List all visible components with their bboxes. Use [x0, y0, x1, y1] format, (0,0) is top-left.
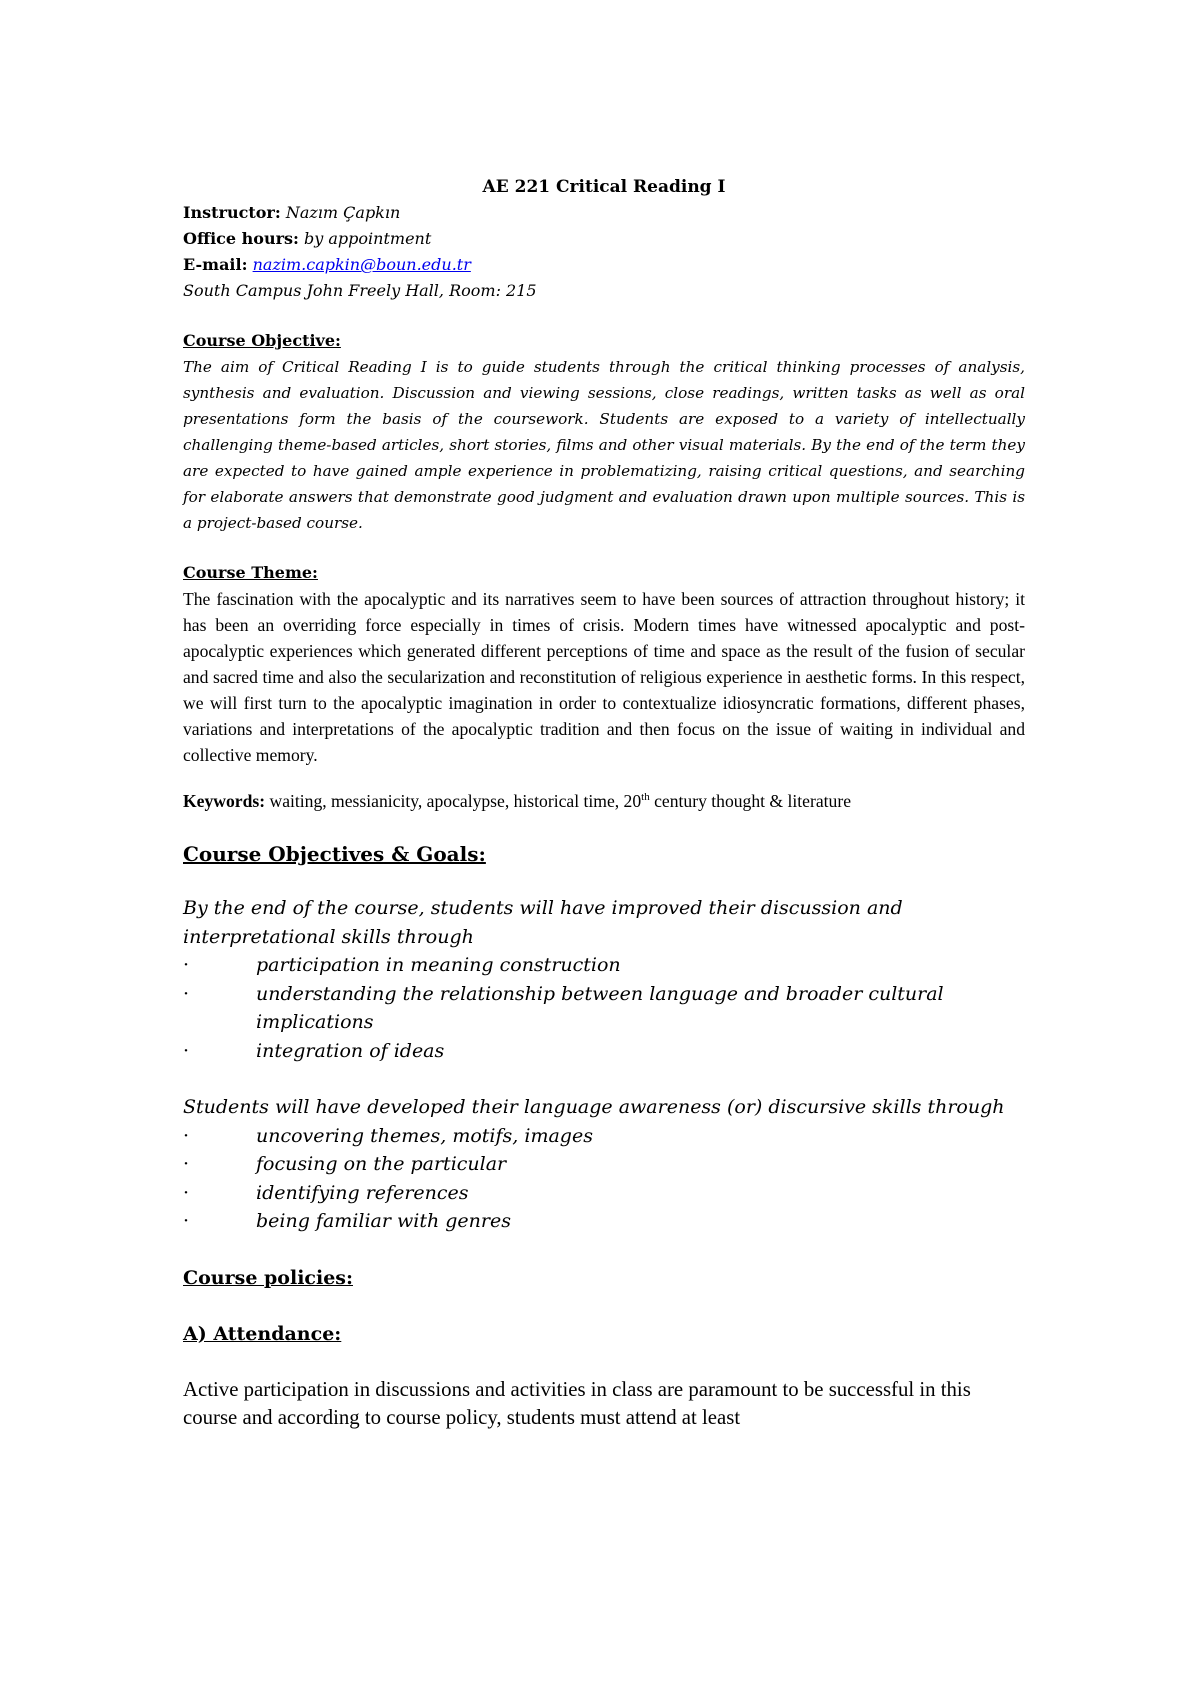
goal-bullet-item [183, 1150, 1025, 1179]
course-objective-text: The aim of Critical Reading I is to guide students through the critical thinking processes of analysis, synthesis and evaluation. Discussion and viewing sessions, close readings, written tasks as well as oral presentations form the basis of the coursework. Students are exposed to a variety of intellectually challenging theme-based articles, short stories, films and other visual materials. By the end of the term they are expected to have gained ample experience in problematizing, raising critical questions, and searching for elaborate answers that demonstrate good judgment and evaluation drawn upon multiple sources. This is a project-based course. [183, 358, 1025, 532]
bullet-dot-icon: · [183, 982, 190, 1005]
goals-intro-2: Students will have developed their language awareness (or) discursive skills through [183, 1096, 1005, 1118]
goal-bullet-text: being familiar with genres [256, 1210, 511, 1232]
course-theme-heading: Course Theme: [183, 563, 318, 582]
goal-bullet-item [183, 1179, 1025, 1208]
email-label: E-mail: [183, 255, 248, 274]
goal-bullet-text: uncovering themes, motifs, images [256, 1124, 593, 1147]
office-hours-line [183, 226, 1025, 252]
objectives-goals-heading: Course Objectives & Goals: [183, 842, 486, 866]
goal-bullet-text: participation in meaning construction [256, 954, 621, 976]
attendance-heading: A) Attendance: [183, 1322, 342, 1345]
goal-bullet-text: integration of ideas [256, 1039, 445, 1062]
goals-intro-1: By the end of the course, students will have improved their discussion and interpretational skills through [183, 897, 903, 948]
goal-bullet-text: identifying references [256, 1181, 469, 1204]
keywords-superscript: th [641, 791, 650, 804]
email-link[interactable]: nazim.capkin@boun.edu.tr [252, 255, 471, 274]
goal-bullet-item [183, 1122, 1025, 1151]
office-location-text: South Campus John Freely Hall, Room: 215 [183, 281, 537, 300]
keywords-label: Keywords: [183, 791, 266, 811]
goal-bullet-item [183, 1037, 1025, 1066]
goals-bullet-list-2 [183, 1122, 1025, 1236]
bullet-dot-icon: · [183, 1039, 190, 1062]
bullet-dot-icon: · [183, 1210, 190, 1232]
office-hours-label: Office hours: [183, 229, 299, 248]
goal-bullet-item [183, 951, 1025, 980]
instructor-label: Instructor: [183, 203, 281, 222]
goals-bullet-list-1 [183, 951, 1025, 1065]
instructor-name: Nazım Çapkın [285, 203, 401, 222]
goal-bullet-item [183, 1207, 1025, 1236]
office-hours-value: by appointment [304, 229, 432, 248]
document-title: AE 221 Critical Reading I [482, 177, 726, 197]
document-page [183, 174, 1025, 1432]
email-line [183, 252, 1025, 278]
course-theme-text: The fascination with the apocalyptic and its narratives seem to have been sources of attraction throughout history; it has been an overriding force especially in times of crisis. Modern times have witnessed apocalyptic and post-apocalyptic experiences which generated different perceptions of time and space as the result of the fusion of secular and sacred time and also the secularization and reconstitution of religious experience in aesthetic forms. In this respect, we will first turn to the apocalyptic imagination in order to contextualize idiosyncratic formations, different phases, variations and interpretations of the apocalyptic tradition and then focus on the issue of waiting in individual and collective memory. [183, 589, 1025, 765]
bullet-dot-icon: · [183, 1153, 190, 1175]
bullet-dot-icon: · [183, 1181, 190, 1204]
bullet-dot-icon: · [183, 1124, 190, 1147]
instructor-line [183, 200, 1025, 226]
goal-bullet-text: understanding the relationship between language and broader cultural implications [256, 982, 944, 1033]
keywords-text-before: waiting, messianicity, apocalypse, historical time, 20 [265, 791, 642, 811]
goal-bullet-text: focusing on the particular [256, 1153, 507, 1175]
office-location [183, 278, 1025, 304]
course-policies-heading: Course policies: [183, 1266, 353, 1289]
attendance-text: Active participation in discussions and activities in class are paramount to be successful in this course and according to course policy, students must attend at least [183, 1377, 971, 1429]
goal-bullet-item [183, 980, 1025, 1037]
keywords-line [183, 788, 1025, 814]
course-objective-heading: Course Objective: [183, 331, 341, 350]
bullet-dot-icon: · [183, 954, 190, 976]
keywords-text-after: century thought & literature [649, 791, 852, 811]
